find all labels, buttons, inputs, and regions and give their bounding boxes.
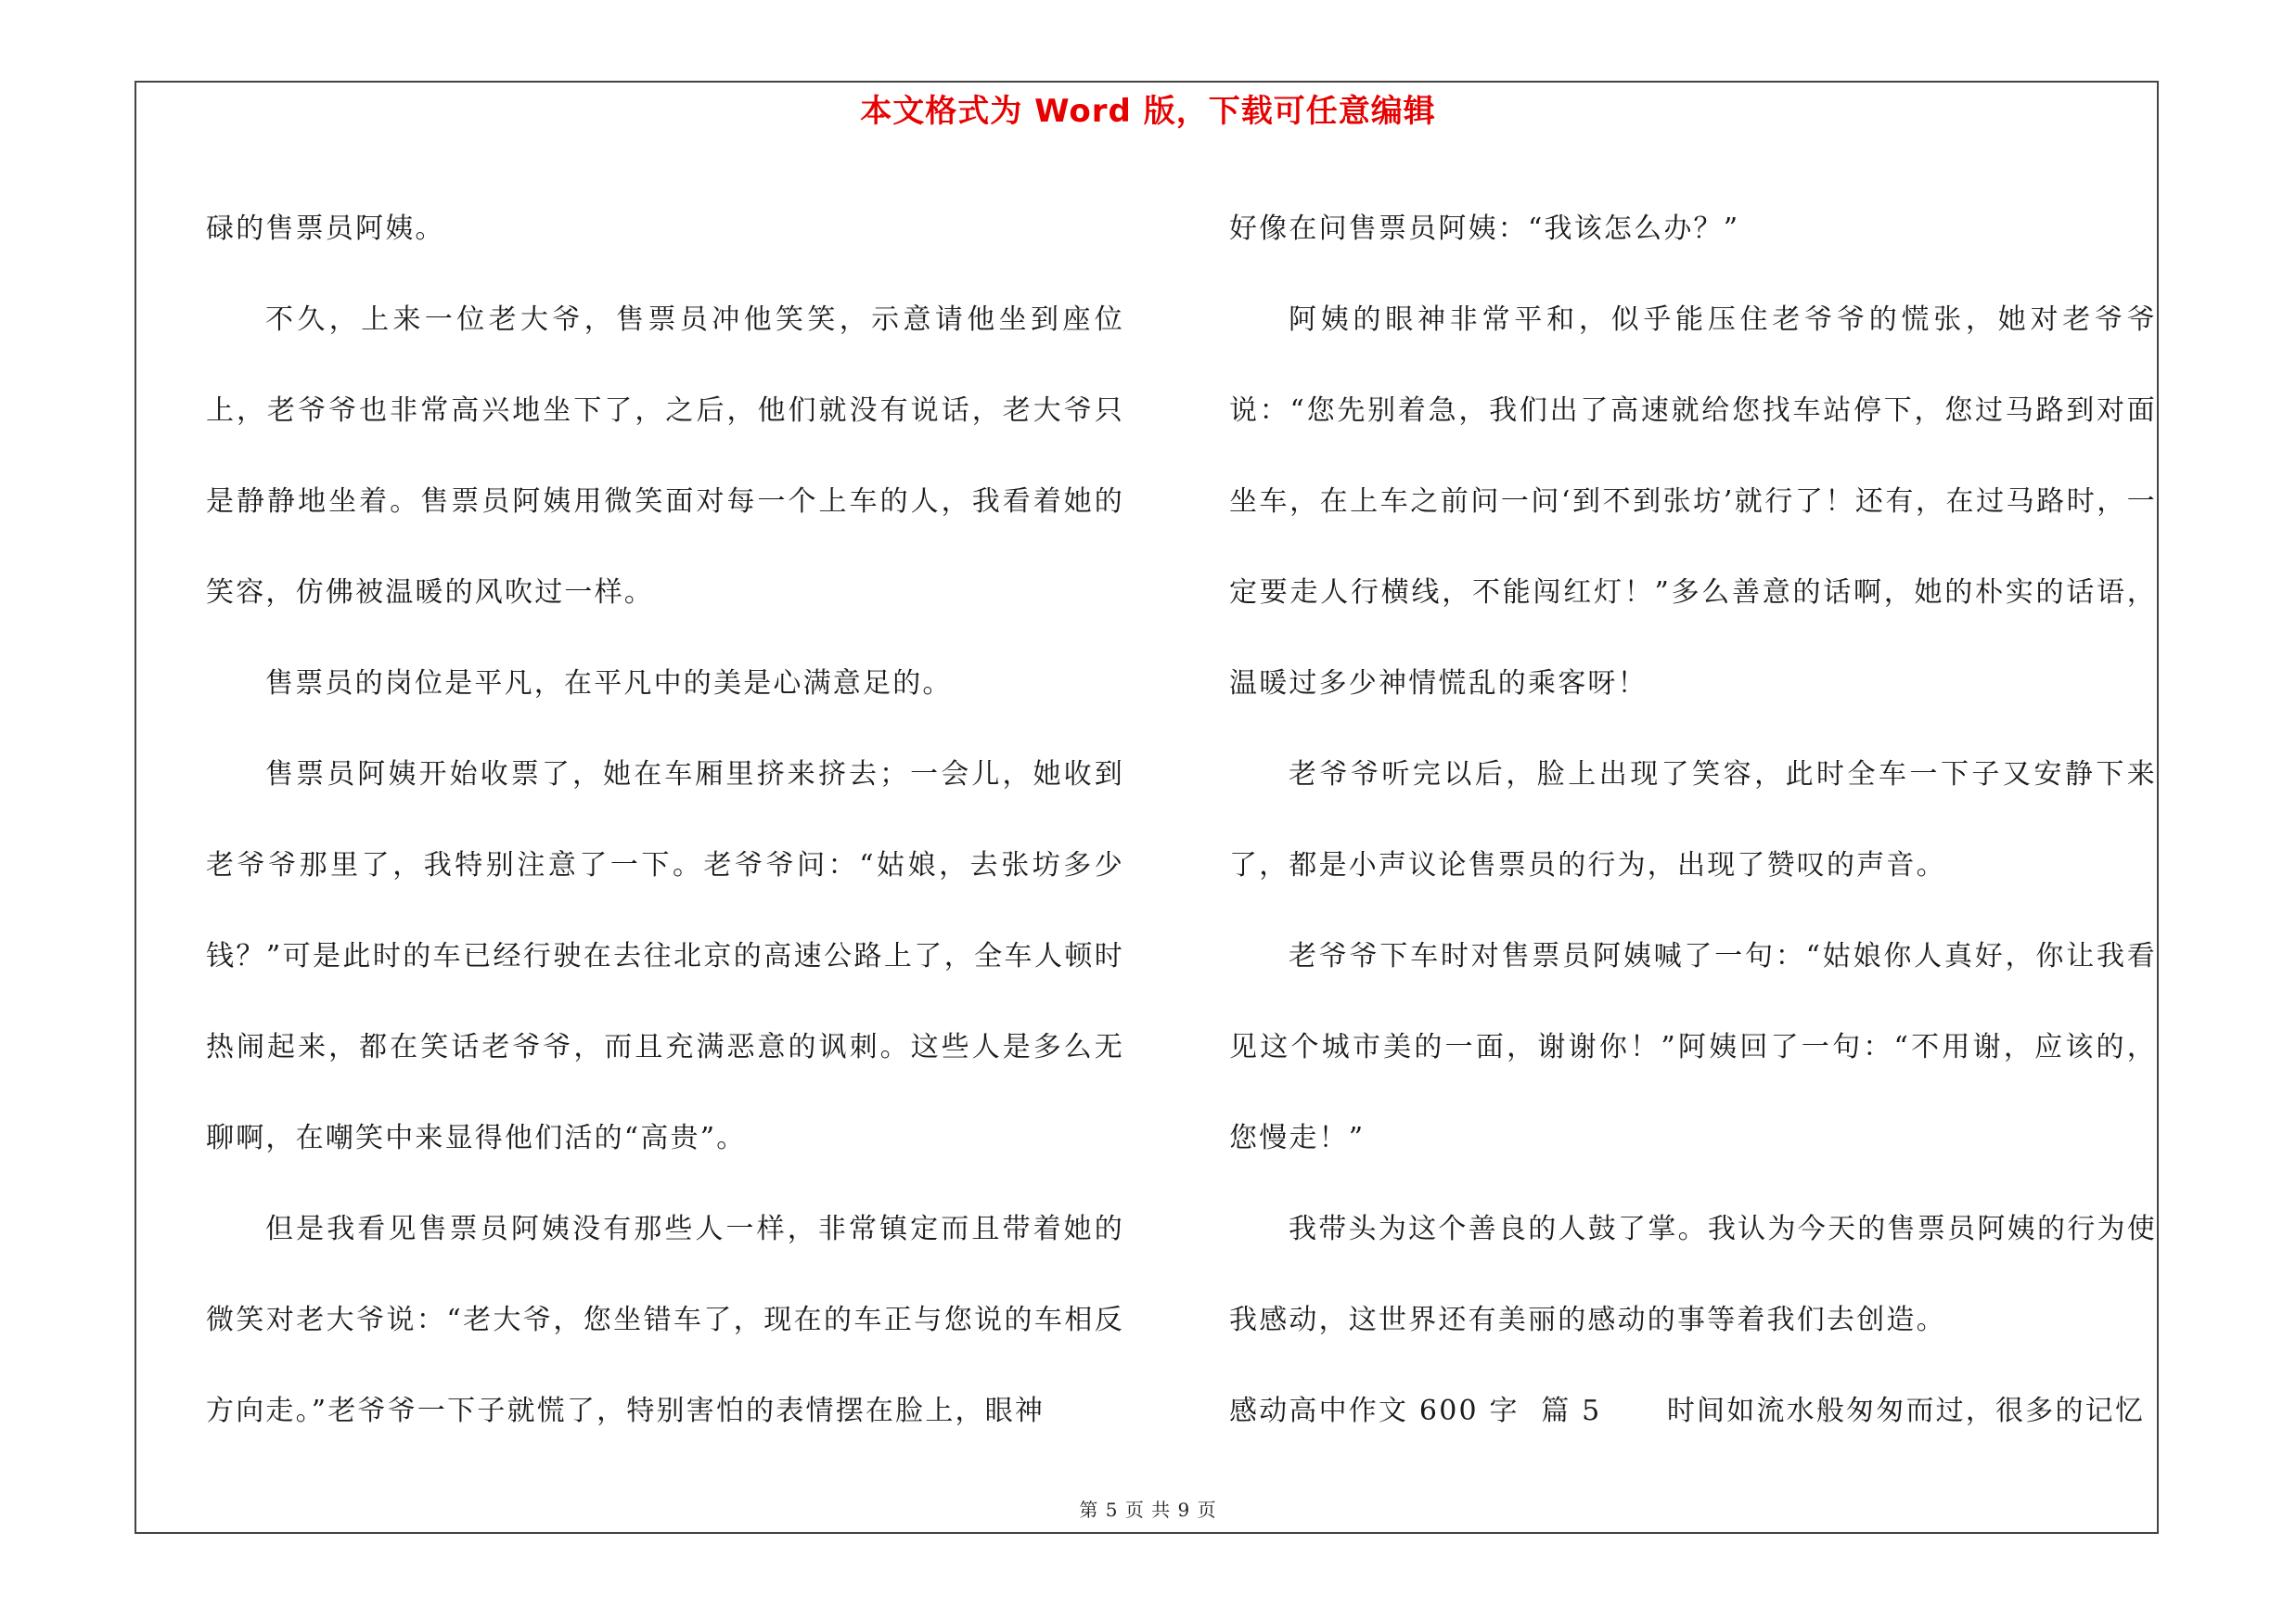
paragraph: 老爷爷听完以后，脸上出现了笑容，此时全车一下子又安静下来了，都是小声议论售票员的行为，出现了赞叹的声音。 [1229, 758, 2157, 882]
left-column [206, 184, 1124, 1457]
paragraph: 好像在问售票员阿姨：“我该怎么办？” [1229, 213, 1740, 245]
page-number-footer: 第 5 页 共 9 页 [1079, 1499, 1217, 1521]
essay-heading-line: 感动高中作文 600 字 篇 5 时间如流水般匆匆而过，很多的记忆 [1229, 1395, 2146, 1427]
right-column [1229, 184, 2157, 1457]
format-banner: 本文格式为 Word 版，下载可任意编辑 [860, 93, 1436, 130]
paragraph: 售票员的岗位是平凡，在平凡中的美是心满意足的。 [265, 667, 953, 700]
paragraph: 阿姨的眼神非常平和，似乎能压住老爷爷的慌张，她对老爷爷说：“您先别着急，我们出了高速就给您找车站停下，您过马路到对面坐车，在上车之前问一问‘到不到张坊’就行了！还有，在过马路时，一定要走人行横线，不能闯红灯！”多么善意的话啊，她的朴实的话语，温暖过多少神情慌乱的乘客呀！ [1229, 303, 2157, 700]
paragraph: 不久，上来一位老大爷，售票员冲他笑笑，示意请他坐到座位上，老爷爷也非常高兴地坐下了，之后，他们就没有说话，老大爷只是静静地坐着。售票员阿姨用微笑面对每一个上车的人，我看着她的笑容，仿佛被温暖的风吹过一样。 [206, 303, 1124, 609]
paragraph: 老爷爷下车时对售票员阿姨喊了一句：“姑娘你人真好，你让我看见这个城市美的一面，谢谢你！”阿姨回了一句：“不用谢，应该的，您慢走！” [1229, 940, 2157, 1154]
paragraph: 售票员阿姨开始收票了，她在车厢里挤来挤去；一会儿，她收到老爷爷那里了，我特别注意了一下。老爷爷问：“姑娘，去张坊多少钱？”可是此时的车已经行驶在去往北京的高速公路上了，全车人顿时热闹起来，都在笑话老爷爷，而且充满恶意的讽刺。这些人是多么无聊啊，在嘲笑中来显得他们活的“高贵”。 [206, 758, 1124, 1154]
paragraph: 我带头为这个善良的人鼓了掌。我认为今天的售票员阿姨的行为使我感动，这世界还有美丽的感动的事等着我们去创造。 [1229, 1213, 2157, 1336]
paragraph: 但是我看见售票员阿姨没有那些人一样，非常镇定而且带着她的微笑对老大爷说：“老大爷，您坐错车了，现在的车正与您说的车相反方向走。”老爷爷一下子就慌了，特别害怕的表情摆在脸上，眼神 [206, 1213, 1124, 1427]
paragraph: 碌的售票员阿姨。 [206, 213, 445, 245]
